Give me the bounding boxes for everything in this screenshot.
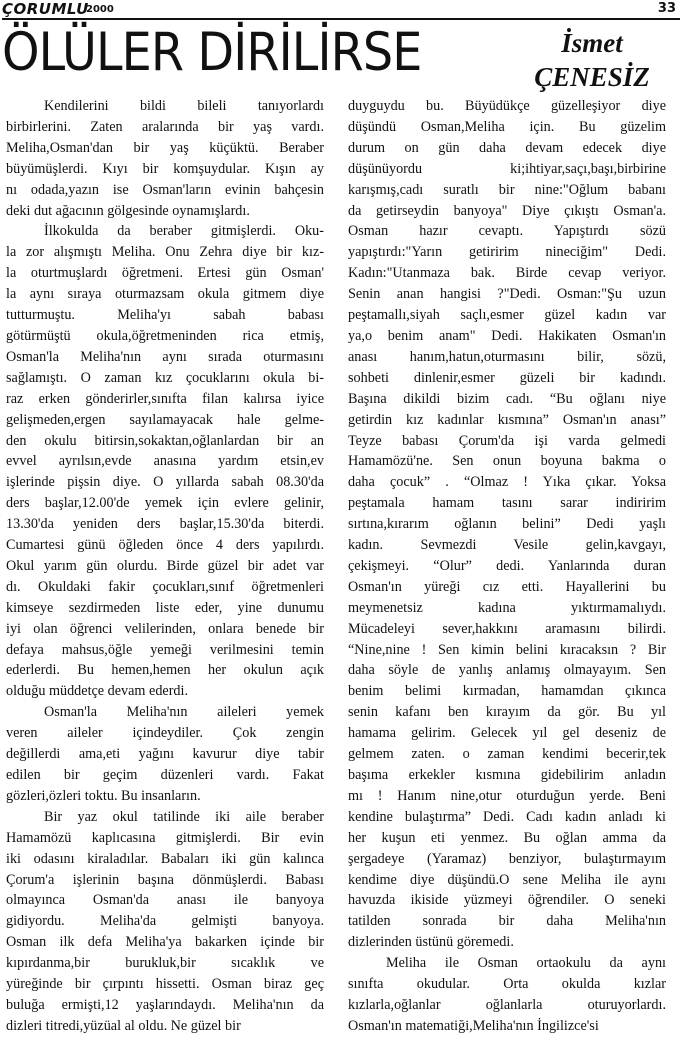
- text-line: olmayınca Osman'da anası ile banyoya: [6, 892, 324, 909]
- text-line: olduğu müddetçe devam ederdi.: [6, 683, 189, 700]
- text-line: nı odada,yazın ise Osman'ların evinin bahçesin: [6, 181, 324, 198]
- text-line: Osman'ın yüreği cız etti. Hayallerini bu: [348, 578, 666, 595]
- text-line: Teyze babası Çorum'da işi varda gelmedi: [348, 432, 666, 449]
- paragraph: [6, 807, 324, 1037]
- text-line: defaya mahsus,öğle yemeği verilmesini temin: [6, 641, 324, 658]
- paragraph: [6, 221, 324, 702]
- text-line: Meliha ile Osman ortaokulu da aynı: [386, 955, 666, 972]
- text-line: büyümüşlerdi. Kıyı bir komşuydular. Kışın ay: [6, 160, 324, 177]
- text-line: benim belimi kırmadan, hamamdan çıkınca: [348, 683, 666, 700]
- text-line: birbirlerini. Zaten aralarında bir yaş vardı.: [6, 118, 324, 135]
- text-line: Meliha,Osman'dan bir yaş küçüktü. Beraber: [6, 139, 324, 156]
- text-line: Osman'la Meliha'nın aileleri yemek: [44, 704, 324, 721]
- author-first-name: İsmet: [561, 28, 623, 58]
- text-line: sağlamıştı. O zaman kız çocuklarını okula bi-: [6, 369, 324, 386]
- text-line: çekişmeyi. “Olur” dedi. Yanlarında duran: [348, 557, 666, 574]
- text-line: tatilden sonrada bir daha Meliha'nın: [348, 913, 666, 930]
- text-line: daha söyle de yanlış anlamış olmayayım. Sen: [348, 662, 666, 679]
- text-line: sırtına,kırarım oğlanın belini” Dedi yaşlı: [348, 516, 666, 533]
- text-line: işlerinde pişsin diye. O yıllarda sabah 08.30'da: [6, 474, 324, 491]
- text-line: Başına dikildi bizim cadı. “Bu oğlanı niye: [348, 390, 666, 407]
- text-line: meymenetsiz kadına yıktırmamalıydı.: [348, 599, 666, 616]
- text-line: karışmış,cadı suratlı bir nine:"Oğlum babanı: [348, 181, 666, 198]
- text-line: anası hanım,hatun,oturmasını bilir, sözü,: [348, 348, 666, 365]
- text-line: peştamala hamam tasını sarar indiririm: [348, 495, 666, 512]
- text-line: dı. Okuldaki fakir çocukları,sınıf öğretmenleri: [6, 578, 324, 595]
- text-line: Bir yaz okul tatilinde iki aile beraber: [44, 808, 324, 825]
- text-line: “Nine,nine ! Sen kimin belini kıracaksın ? Bir: [348, 641, 666, 658]
- text-line: gelişmeden,ergen sayılamayacak hale gelme-: [6, 411, 324, 428]
- text-line: Osman'ın matematiği,Meliha'nın İngilizce'si: [348, 1017, 599, 1034]
- text-line: hamama gelirim. Gelecek yıl gel deseniz de: [348, 725, 666, 742]
- text-line: buluğa ermişti,12 yaşlarındaydı. Meliha'nın da: [6, 996, 324, 1013]
- newspaper-brand: ÇORUMLU: [2, 0, 89, 18]
- text-line: evvel ayrılsın,evde anasına yardım etsin,ev: [6, 453, 324, 470]
- text-line: sohbeti dinlenir,esmer güzeli bir kadındı.: [348, 369, 666, 386]
- text-line: Cumartesi günü öğleden önce 4 ders yapılırdı.: [6, 537, 324, 554]
- paragraph: [348, 953, 666, 1037]
- text-line: yapıştırdı:"Yarın getiririm nineciğim" Dedi.: [348, 244, 666, 261]
- text-line: gidiyordu. Meliha'da gelmişti banyoya.: [6, 913, 324, 930]
- text-line: kıpırdanma,bir burukluk,bir sıcaklık ve: [6, 955, 324, 972]
- text-line: Kendilerini bildi bileli tanıyorlardı: [44, 98, 324, 114]
- text-line: ya,o benim anam" Dedi. Hakikaten Osman'ın: [348, 327, 666, 344]
- text-line: gözleri,özleri toktu. Bu insanların.: [6, 787, 201, 804]
- paragraph: [6, 702, 324, 807]
- text-line: ders başlar,12.00'de yemek için evlere gelinir,: [6, 495, 324, 512]
- text-line: her kuşun eti yenmez. Bu oğlan amma da: [348, 829, 666, 846]
- text-line: Osman hazır cevaptı. Yapıştırdı sözü: [348, 223, 666, 240]
- text-line: Senin anan hangisi ?"Dedi. Osman:"Şu uzun: [348, 286, 666, 303]
- text-line: daha çocuk” . “Olmaz ! Yıka çıkar. Yoksa: [348, 474, 666, 491]
- text-line: dizlerinden üstünü göremedi.: [348, 934, 514, 951]
- text-line: yüreğinde bir çırpıntı hissetti. Osman biraz geç: [6, 976, 324, 993]
- text-line: da getirseydin banyoya" Diye çıkıştı Osman'a.: [348, 202, 666, 219]
- text-line: kendime diye düşündü.O sene Meliha ile aynı: [348, 871, 666, 888]
- text-line: raz erken gönderirler,sınıfta filan kalırsa iyice: [6, 390, 324, 407]
- text-line: İlkokulda da beraber gitmişlerdi. Oku-: [44, 223, 324, 240]
- text-line: değillerdi ama,eti yağını kavurur diye tabir: [6, 746, 324, 763]
- text-line: 13.30'da yeniden ders başlar,15.30'da biterdi.: [6, 516, 324, 533]
- text-line: düşündü Osman,Meliha için. Bu güzelim: [348, 118, 666, 135]
- text-line: Çorum'a işlerinin başına dönmüşlerdi. Babası: [6, 871, 324, 888]
- paragraph: [6, 96, 324, 221]
- text-line: Osman'la Meliha'nın aynı sırada oturmasını: [6, 348, 324, 365]
- text-line: edilen bir geçim düzenleri vardı. Fakat: [6, 767, 324, 783]
- text-line: deki dut ağacının gölgesinde oynamışlardı.: [6, 202, 250, 219]
- text-line: ederlerdi. Bu hemen,hemen her okulun açık: [6, 662, 324, 679]
- text-line: Kadın:"Utanmaza bak. Birde cevap veriyor.: [348, 265, 666, 282]
- text-line: Okul yarım gün olurdu. Birde güzel bir adet var: [6, 557, 324, 574]
- text-line: gelmem zaten. o zaman kendimi becerir,tek: [348, 746, 666, 763]
- text-line: götürmüştü okula,öğretmeninden rica etmiş,: [6, 327, 324, 344]
- text-line: mı ! Hanım nine,otur oturduğun yerde. Beni: [348, 787, 666, 804]
- text-line: Hamamözü'ne. Sen onun boyuna bakma o: [348, 453, 666, 470]
- text-line: havuzda ikiside yüzmeyi öğrendiler. O seneki: [348, 892, 666, 909]
- author-last-name: ÇENESİZ: [534, 62, 650, 92]
- text-line: senin kafanı ben kırayım da gör. Bu yıl: [348, 704, 666, 721]
- text-line: başıma erkekler kısmına gidebilirim anladın: [348, 767, 666, 783]
- text-line: Mücadeleyi sever,hakkını aramasını bilirdi.: [348, 620, 666, 637]
- text-line: getirdin kız kadınlar kısmına” Osman'ın anası”: [348, 411, 666, 428]
- article-column-left: [6, 96, 324, 1037]
- article-headline: ÖLÜLER DİRİLİRSE: [2, 22, 422, 83]
- author-byline: [512, 26, 672, 94]
- text-line: kimseye sezdirmeden liste eder, yine dunumu: [6, 599, 324, 616]
- text-line: dizleri titredi,yüzüal al oldu. Ne güzel bir: [6, 1017, 241, 1034]
- text-line: peştamallı,siyah saçlı,esmer güzel kadın var: [348, 307, 666, 324]
- text-line: kızlarla,oğlanlar oğlanlarla oturuyorlardı.: [348, 996, 666, 1013]
- text-line: kadın. Sevmezdi Vesile gelin,kavgayı,: [348, 537, 666, 554]
- text-line: den okulu bitirsin,sokaktan,oğlanlardan bir an: [6, 432, 324, 449]
- text-line: iyi olan öğrenci velilerinden, onlara benede bir: [6, 620, 324, 637]
- text-line: sınıfta okudular. Orta okulda kızlar: [348, 976, 666, 993]
- text-line: düşünüyordu ki;ihtiyar,saçı,başı,birbirine: [348, 160, 666, 177]
- text-line: şergadeye (Yaramaz) benziyor, bulaştırmayım: [348, 850, 666, 867]
- paragraph: [348, 96, 666, 953]
- article-column-right: [348, 96, 666, 1037]
- text-line: la oturtmuşlardı öğretmeni. Ertesi gün Osman': [6, 265, 324, 282]
- text-line: la zor alışmıştı Meliha. Onu Zehra diye bir kız-: [6, 244, 324, 261]
- text-line: Hamamözü kaplıcasına gitmişlerdi. Bir evin: [6, 829, 324, 846]
- text-line: iki odasını kiraladılar. Babaları iki gün kalınca: [6, 850, 324, 867]
- text-line: durum on gün daha devam edecek diye: [348, 139, 666, 156]
- text-line: tutturmuştu. Meliha'yı sabah babası: [6, 307, 324, 324]
- text-line: Osman ilk defa Meliha'ya bakarken içinde bir: [6, 934, 324, 951]
- text-line: la aynı sıraya oturmazsam okula gitmem diye: [6, 286, 324, 303]
- text-line: kendine bulaştırma” Dedi. Cadı kadın anladı ki: [348, 808, 666, 825]
- text-line: veren aileler içindeydiler. Çok zengin: [6, 725, 324, 742]
- issue-year: 2000: [86, 4, 114, 15]
- text-line: duyguydu bu. Büyüdükçe güzelleşiyor diye: [348, 98, 666, 114]
- page-number: 33: [657, 1, 676, 16]
